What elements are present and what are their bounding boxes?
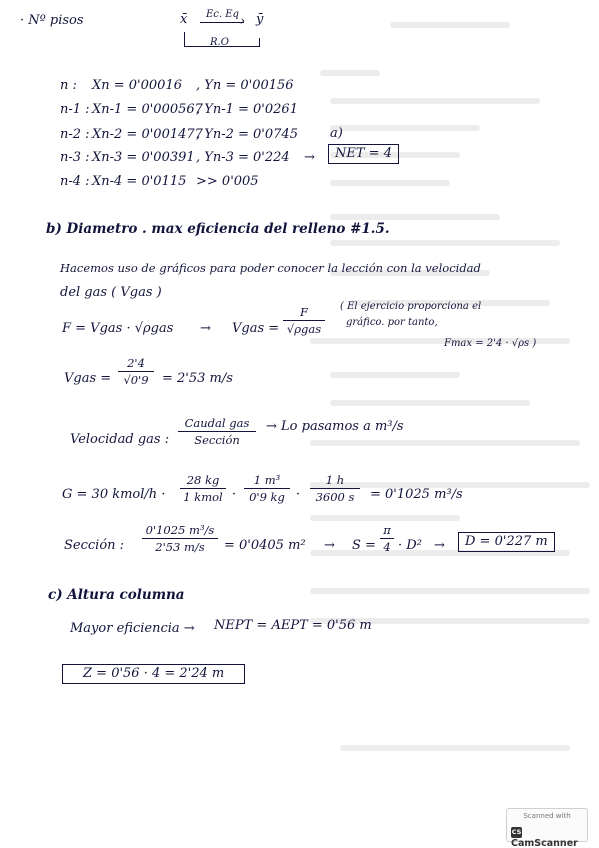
f-arrow: → bbox=[200, 321, 211, 336]
g-fraction-1-numerator: 28 kg bbox=[180, 473, 226, 489]
section-fraction bbox=[142, 523, 218, 554]
row-label: n-4 : bbox=[60, 174, 90, 189]
g-fraction-2-denominator: 0'9 kg bbox=[249, 490, 285, 504]
note-line1: ( El ejercicio proporciona el bbox=[340, 301, 482, 312]
camscanner-stamp bbox=[506, 808, 588, 848]
part-b-line1: Hacemos uso de gráficos para poder conocer la lección con la velocidad bbox=[60, 261, 481, 275]
part-c-result: Z = 0'56 · 4 = 2'24 m bbox=[62, 664, 245, 684]
vgas2-fraction bbox=[118, 356, 154, 387]
y-bar: ȳ bbox=[256, 12, 264, 27]
g-fraction-3-denominator: 3600 s bbox=[315, 490, 355, 504]
s-numerator: π bbox=[380, 523, 394, 539]
vgas2-denominator: √0'9 bbox=[123, 373, 149, 387]
vgas2-lhs: Vgas = bbox=[64, 371, 112, 386]
multiply-dot: · bbox=[232, 487, 237, 502]
row-y: , Yn-2 = 0'0745 bbox=[196, 127, 298, 142]
stamp-brand-text: CamScanner bbox=[511, 838, 578, 848]
f-equation: F = Vgas · √ρgas bbox=[62, 321, 174, 336]
row-label: n-2 : bbox=[60, 127, 90, 142]
g-fraction-1-denominator: 1 kmol bbox=[183, 490, 223, 504]
camscanner-logo-icon: CS bbox=[511, 828, 522, 836]
g-lhs: G = 30 kmol/h · bbox=[62, 487, 166, 502]
vgas-lhs: Vgas = bbox=[232, 321, 280, 336]
g-result: = 0'1025 m³/s bbox=[370, 487, 463, 502]
ro-bracket-left bbox=[184, 32, 185, 46]
part-c-line1b: NEPT = AEPT = 0'56 m bbox=[214, 618, 372, 633]
g-fraction-2 bbox=[244, 473, 290, 504]
row-x: Xn-3 = 0'00391 bbox=[92, 150, 195, 165]
g-fraction-1 bbox=[180, 473, 226, 504]
s-rhs: · D² bbox=[398, 538, 422, 553]
vgas-denominator: √ρgas bbox=[286, 322, 322, 336]
g-fraction-2-numerator: 1 m³ bbox=[244, 473, 290, 489]
part-b-line2: del gas ( Vgas ) bbox=[60, 285, 162, 300]
note-line2: gráfico. por tanto, bbox=[346, 317, 438, 328]
vgas-numerator: F bbox=[283, 305, 325, 321]
part-c-line1: Mayor eficiencia → bbox=[70, 621, 195, 636]
part-a-result: NET = 4 bbox=[328, 144, 399, 164]
section-result: = 0'0405 m² bbox=[224, 538, 306, 553]
section-lhs: Sección : bbox=[64, 538, 125, 553]
part-b-title: b) Diametro . max eficiencia del relleno #1.5. bbox=[46, 221, 390, 237]
velocity-lhs: Velocidad gas : bbox=[70, 432, 170, 447]
arrow-head: › bbox=[240, 14, 246, 29]
row-x: Xn-1 = 0'000567 bbox=[92, 102, 203, 117]
section-numerator: 0'1025 m³/s bbox=[142, 523, 218, 539]
fmax-note: Fmax = 2'4 · √ρs ) bbox=[444, 338, 537, 349]
vgas2-result: = 2'53 m/s bbox=[162, 371, 233, 386]
velocity-numerator: Caudal gas bbox=[178, 416, 256, 432]
part-c-title: c) Altura columna bbox=[48, 587, 185, 603]
g-fraction-3-numerator: 1 h bbox=[310, 473, 360, 489]
row-y: , Yn-1 = 0'0261 bbox=[196, 102, 298, 117]
x-bar: x̄ bbox=[180, 12, 188, 27]
row-y: , Yn-3 = 0'224 bbox=[196, 150, 290, 165]
row-x: Xn-2 = 0'001477 bbox=[92, 127, 203, 142]
row-x: Xn = 0'00016 bbox=[92, 78, 182, 93]
section-arrow: → bbox=[324, 538, 335, 553]
ro-label: R.O bbox=[210, 37, 229, 48]
s-lhs: S = bbox=[352, 538, 376, 553]
row-y: >> 0'005 bbox=[196, 174, 259, 189]
velocity-fraction bbox=[178, 416, 256, 447]
row-x: Xn-4 = 0'0115 bbox=[92, 174, 187, 189]
s-fraction bbox=[380, 523, 394, 554]
eq-curve-label: Ec. Eq bbox=[206, 9, 239, 20]
part-a-arrow: → bbox=[304, 150, 315, 165]
s-denominator: 4 bbox=[383, 540, 391, 554]
velocity-denominator: Sección bbox=[194, 433, 240, 447]
diameter-result: D = 0'227 m bbox=[458, 532, 555, 552]
velocity-note: → Lo pasamos a m³/s bbox=[266, 419, 404, 434]
vgas-fraction bbox=[283, 305, 325, 336]
row-y: , Yn = 0'00156 bbox=[196, 78, 294, 93]
s-arrow: → bbox=[434, 538, 445, 553]
ro-bracket-right bbox=[259, 38, 260, 47]
section-denominator: 2'53 m/s bbox=[155, 540, 205, 554]
row-label: n-3 : bbox=[60, 150, 90, 165]
n-pisos-label: · Nº pisos bbox=[20, 13, 84, 28]
stamp-caption: Scanned with bbox=[523, 812, 571, 820]
part-a-label: a) bbox=[330, 126, 343, 141]
row-label: n-1 : bbox=[60, 102, 90, 117]
multiply-dot: · bbox=[296, 487, 301, 502]
g-fraction-3 bbox=[310, 473, 360, 504]
vgas2-numerator: 2'4 bbox=[118, 356, 154, 372]
row-label: n : bbox=[60, 78, 77, 93]
stamp-brand bbox=[511, 824, 587, 848]
top-arrow-line bbox=[200, 22, 244, 23]
